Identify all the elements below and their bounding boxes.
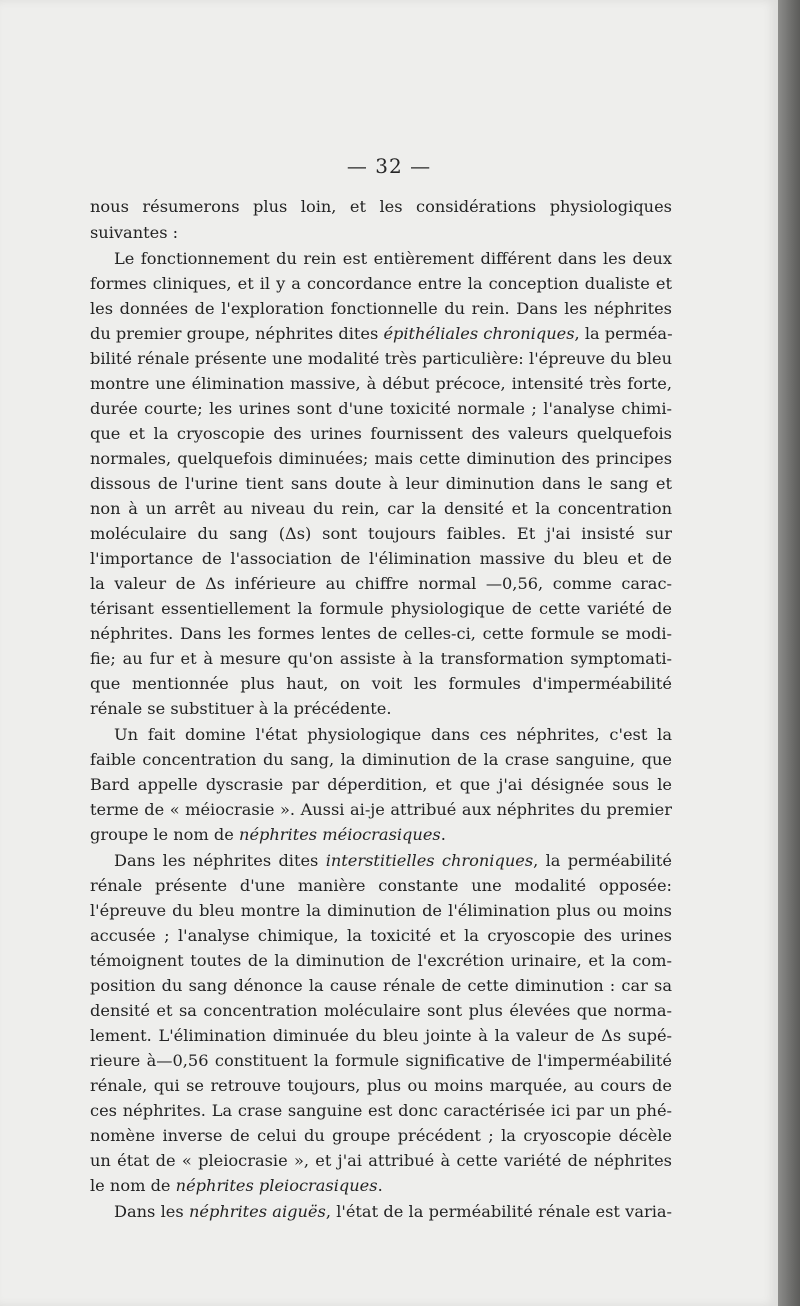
page-edge-shadow [778, 0, 800, 1306]
text-run: groupe le nom de [90, 825, 240, 844]
text-run: Dans les [114, 1202, 189, 1221]
text-line: dissous de l'urine tient sans doute à leur diminution dans le sang et [90, 474, 672, 493]
text-line: que mentionnée plus haut, on voit les formules d'imperméabilité [90, 674, 672, 693]
text-line: fie; au fur et à mesure qu'on assiste à la transformation symptomati- [90, 649, 672, 668]
text-line: nous résumerons plus loin, et les considérations physiologiques [90, 197, 672, 216]
italic-term: épithéliales chroniques [383, 324, 575, 343]
text-line [90, 321, 672, 347]
text-line: témoignent toutes de la diminution de l'excrétion urinaire, et la com- [90, 951, 672, 970]
text-run: le nom de [90, 1176, 176, 1195]
text-line: nomène inverse de celui du groupe précédent ; la cryoscopie décèle [90, 1126, 672, 1145]
text-line: térisant essentiellement la formule physiologique de cette variété de [90, 599, 672, 618]
italic-term: interstitielles chroniques [325, 851, 534, 870]
text-line: rénale, qui se retrouve toujours, plus ou moins marquée, au cours de [90, 1076, 672, 1095]
text-line: rénale se substituer à la précédente. [90, 699, 392, 718]
text-line: la valeur de Δs inférieure au chiffre normal —0,56, comme carac- [90, 574, 672, 593]
text-line: que et la cryoscopie des urines fournissent des valeurs quelquefois [90, 424, 672, 443]
text-line [90, 822, 446, 848]
text-run: Dans les néphrites dites [114, 851, 326, 870]
text-line: un état de « pleiocrasie », et j'ai attribué à cette variété de néphrites [90, 1151, 672, 1170]
italic-term: néphrites méiocrasiques [239, 825, 441, 844]
text-line: durée courte; les urines sont d'une toxicité normale ; l'analyse chimi- [90, 399, 672, 418]
text-line: position du sang dénonce la cause rénale de cette diminution : car sa [90, 976, 672, 995]
text-line: densité et sa concentration moléculaire sont plus élevées que norma- [90, 1001, 672, 1020]
text-line: Le fonctionnement du rein est entièrement différent dans les deux [114, 249, 672, 268]
text-line: l'épreuve du bleu montre la diminution de l'élimination plus ou moins [90, 901, 672, 920]
text-line: rénale présente d'une manière constante une modalité opposée: [90, 876, 672, 895]
text-line: Un fait domine l'état physiologique dans ces néphrites, c'est la [114, 725, 672, 744]
text-line: Bard appelle dyscrasie par déperdition, et que j'ai désignée sous le [90, 775, 672, 794]
page-number: — 32 — [346, 154, 432, 178]
text-line: bilité rénale présente une modalité très particulière: l'épreuve du bleu [90, 349, 672, 368]
text-line: lement. L'élimination diminuée du bleu jointe à la valeur de Δs supé- [90, 1026, 672, 1045]
text-line: montre une élimination massive, à début précoce, intensité très forte, [90, 374, 672, 393]
text-run: , la perméa- [574, 324, 673, 343]
text-line [90, 848, 672, 874]
text-run: , l'état de la perméabilité rénale est varia- [325, 1202, 673, 1221]
text-line: ces néphrites. La crase sanguine est donc caractérisée ici par un phé- [90, 1101, 672, 1120]
text-line: moléculaire du sang (Δs) sont toujours faibles. Et j'ai insisté sur [90, 524, 672, 543]
italic-term: néphrites pleiocrasiques [175, 1176, 378, 1195]
text-line [90, 1173, 383, 1199]
text-run: du premier groupe, néphrites dites [90, 324, 384, 343]
text-line: suivantes : [90, 223, 179, 242]
text-line: terme de « méiocrasie ». Aussi ai-je attribué aux néphrites du premier [90, 800, 672, 819]
text-line [90, 1199, 672, 1225]
text-run: . [440, 825, 446, 844]
text-line: les données de l'exploration fonctionnelle du rein. Dans les néphrites [90, 299, 672, 318]
text-line: l'importance de l'association de l'élimination massive du bleu et de [90, 549, 672, 568]
text-line: accusée ; l'analyse chimique, la toxicité et la cryoscopie des urines [90, 926, 672, 945]
text-line: faible concentration du sang, la diminution de la crase sanguine, que [90, 750, 672, 769]
text-line: normales, quelquefois diminuées; mais cette diminution des principes [90, 449, 672, 468]
text-run: , la perméabilité [533, 851, 672, 870]
text-run: . [377, 1176, 383, 1195]
text-line: formes cliniques, et il y a concordance entre la conception dualiste et [90, 274, 672, 293]
italic-term: néphrites aiguës [188, 1202, 326, 1221]
text-line: non à un arrêt au niveau du rein, car la densité et la concentration [90, 499, 672, 518]
text-line: rieure à—0,56 constituent la formule significative de l'imperméabilité [90, 1051, 672, 1070]
text-line: néphrites. Dans les formes lentes de celles-ci, cette formule se modi- [90, 624, 672, 643]
